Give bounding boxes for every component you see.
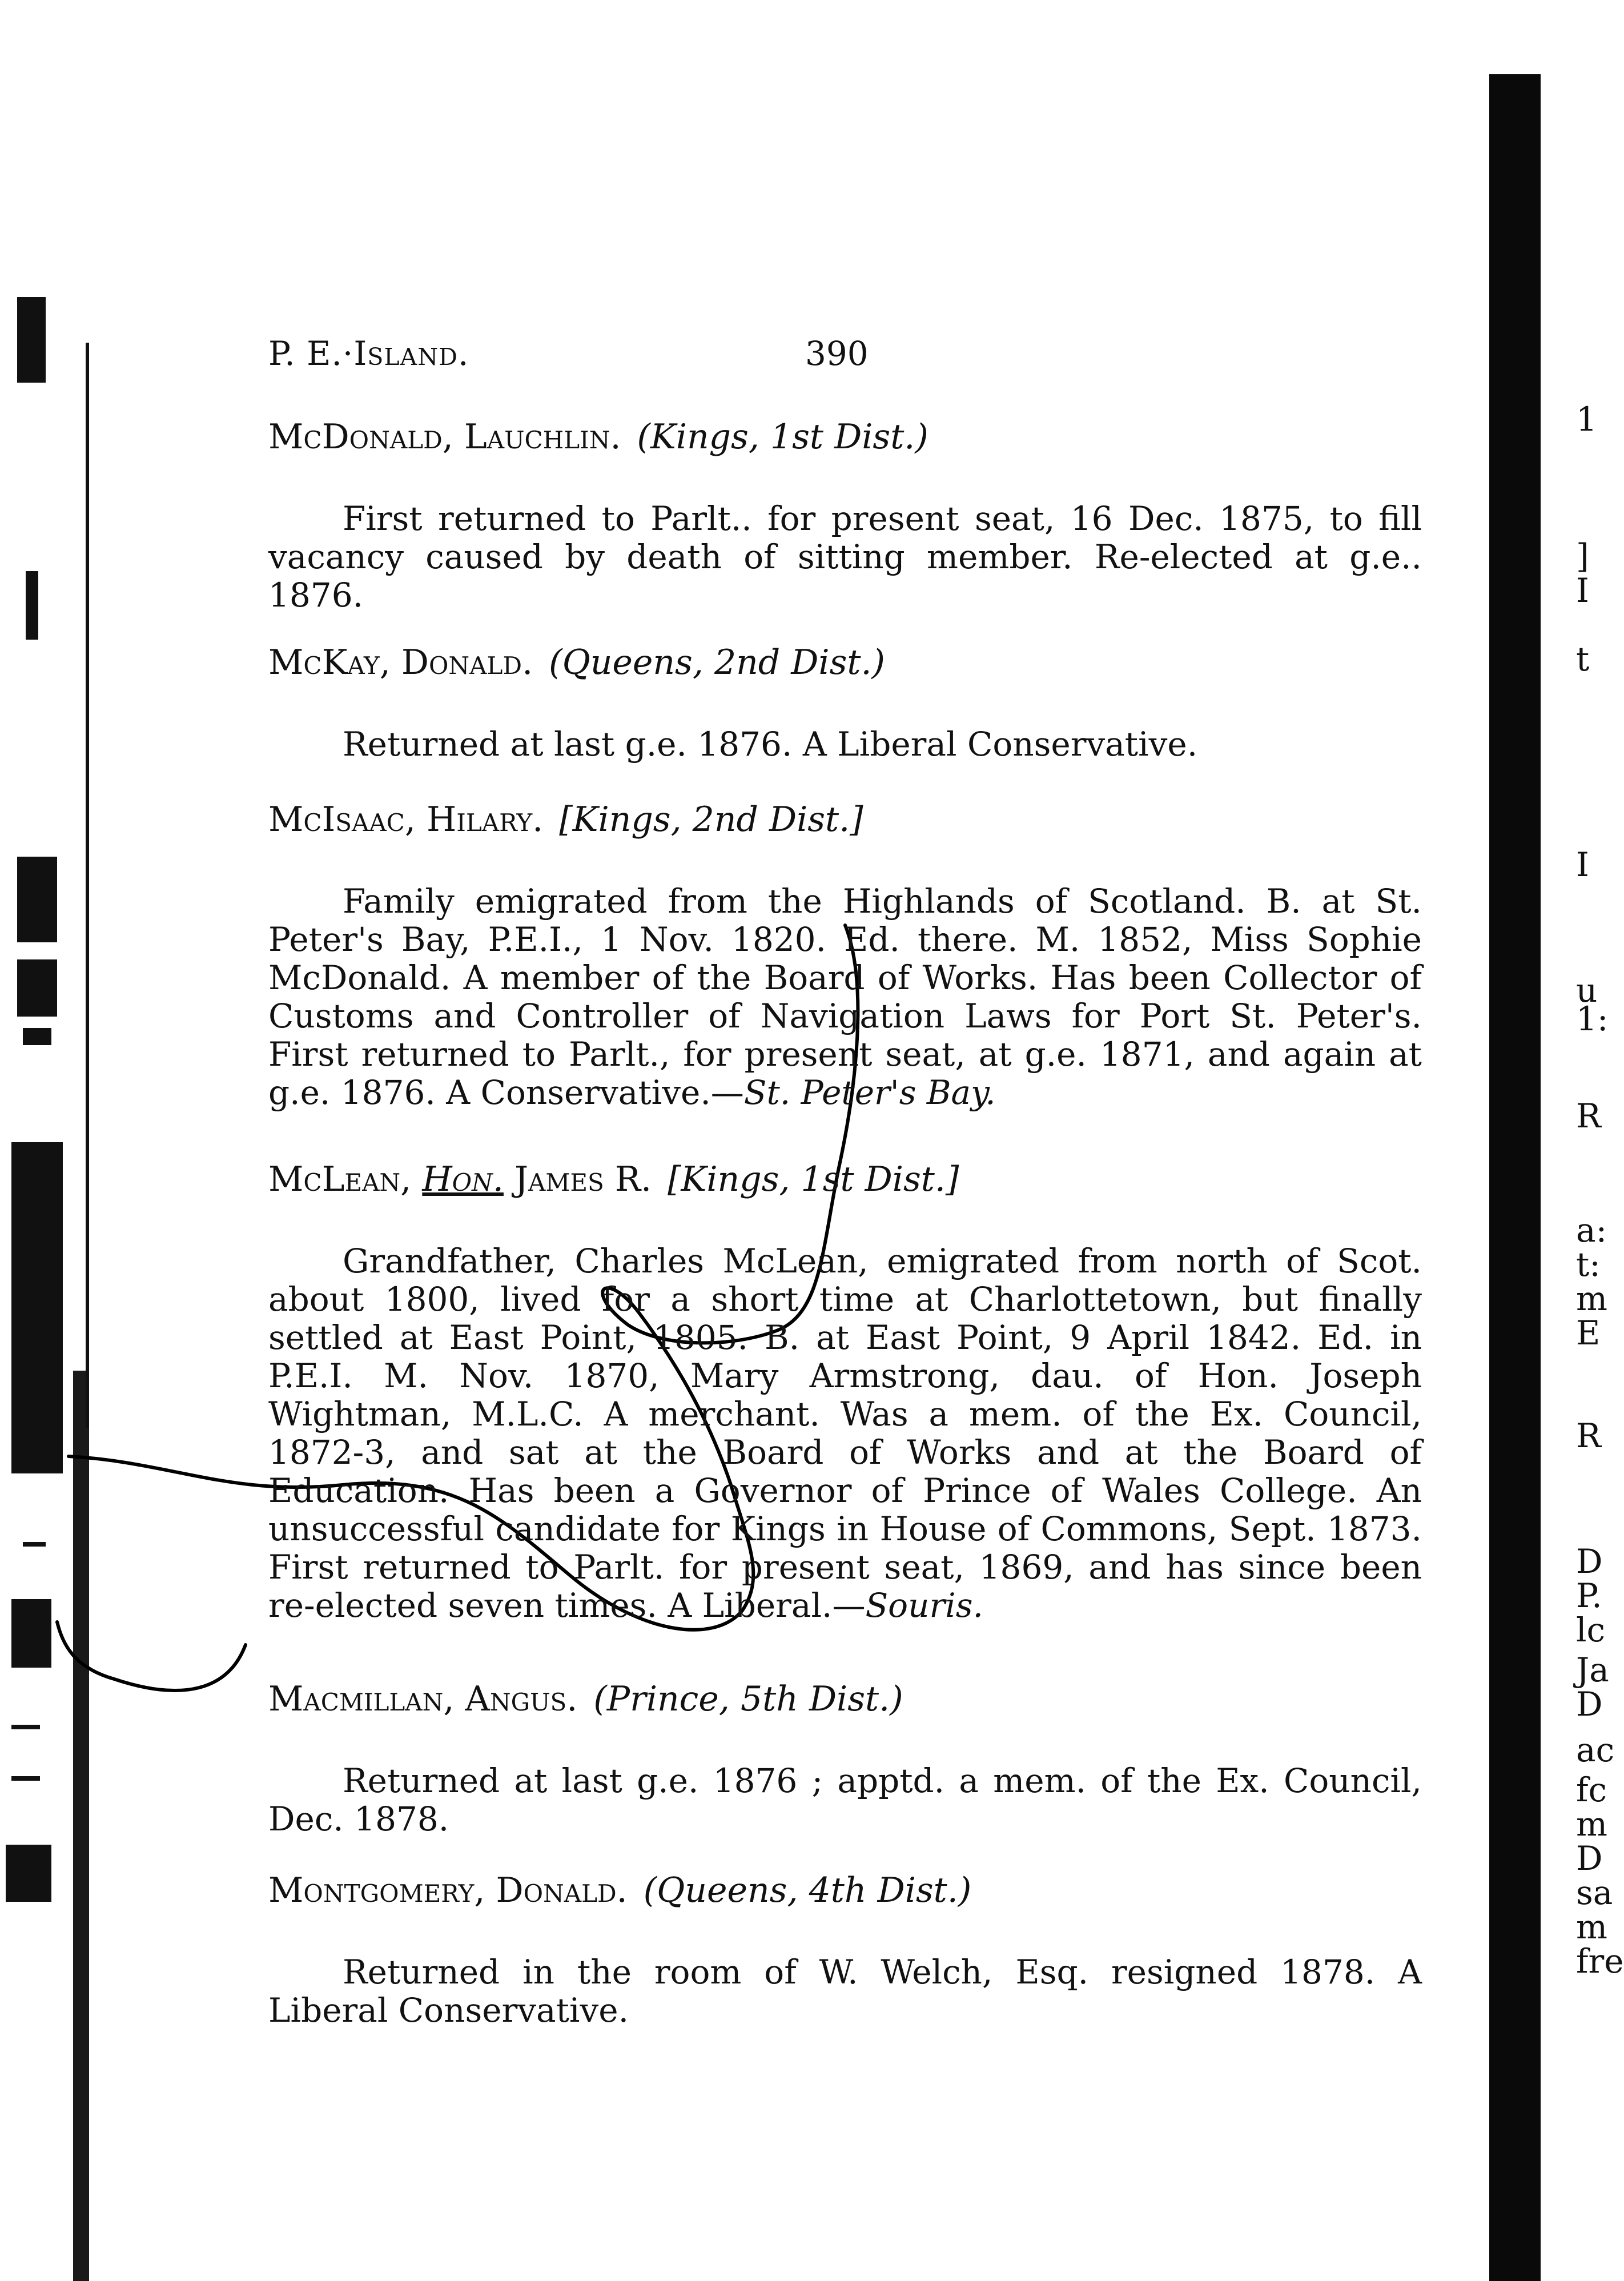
- entry-text: [268, 1242, 1422, 1625]
- adjacent-page-fragment: m: [1576, 1907, 1607, 1946]
- adjacent-page-fragment: sa: [1576, 1873, 1613, 1912]
- adjacent-page-fragment: R: [1576, 1097, 1601, 1135]
- constituency: (Queens, 4th Dist.): [643, 1870, 972, 1910]
- adjacent-page-fragment: D: [1576, 1542, 1603, 1581]
- adjacent-page-fragment: u: [1576, 971, 1598, 1010]
- residence: Souris.: [865, 1586, 983, 1625]
- adjacent-page-fragment: ]: [1576, 537, 1589, 576]
- entry-mcisaac: [268, 797, 1422, 1112]
- constituency: [Kings, 1st Dist.]: [668, 1159, 959, 1199]
- adjacent-page-fragment: m: [1576, 1805, 1607, 1844]
- member-name-post: James R.: [503, 1159, 652, 1199]
- adjacent-page-fragment: m: [1576, 1279, 1607, 1318]
- entry-text: Returned at last g.e. 1876 ; apptd. a mem. of the Ex. Council, Dec. 1878.: [268, 1761, 1422, 1838]
- adjacent-page-fragment: lc: [1576, 1611, 1606, 1649]
- running-head-region: P. E.·Island.: [268, 334, 469, 373]
- adjacent-page-fragment: I: [1576, 845, 1589, 884]
- entry-heading: [268, 1156, 1422, 1202]
- entry-montgomery: [268, 1868, 1422, 2030]
- left-gutter-shadow: [73, 1371, 89, 2281]
- entry-mckay: [268, 640, 1422, 764]
- entry-heading: [268, 1868, 1422, 1913]
- member-name: Montgomery, Donald.: [268, 1870, 628, 1910]
- adjacent-page-fragment: P.: [1576, 1576, 1602, 1615]
- constituency: (Prince, 5th Dist.): [593, 1679, 903, 1719]
- constituency: (Kings, 1st Dist.): [637, 417, 928, 457]
- entry-text-main: Family emigrated from the Highlands of Scotland. B. at St. Peter's Bay, P.E.I., 1 Nov. 1820. Ed. there. M. 1852, Miss Sophie McDonald. A member of the Board of Works. Has been Collector of Customs and Controller of Navigation Laws for Port St. Peter's. First returned to Parlt., for present seat, at g.e. 1871, and again at g.e. 1876. A Conservative.—: [268, 882, 1422, 1112]
- adjacent-page-fragments: [1576, 400, 1624, 1999]
- member-name: Macmillan, Angus.: [268, 1679, 578, 1719]
- member-name: McIsaac, Hilary.: [268, 800, 544, 840]
- entry-text: Returned in the room of W. Welch, Esq. resigned 1878. A Liberal Conservative.: [268, 1953, 1422, 2030]
- entry-text: Returned at last g.e. 1876. A Liberal Conservative.: [343, 725, 1198, 764]
- adjacent-page-fragment: ac: [1576, 1730, 1615, 1769]
- adjacent-page-fragment: D: [1576, 1839, 1603, 1878]
- adjacent-page-fragment: 1:: [1576, 999, 1609, 1038]
- entry-heading: [268, 414, 1422, 460]
- right-page-edge: [1489, 74, 1541, 2281]
- member-name: McDonald, Lauchlin.: [268, 417, 621, 457]
- residence: St. Peter's Bay.: [743, 1073, 996, 1112]
- running-head: [268, 334, 1433, 380]
- adjacent-page-fragment: Ja: [1576, 1650, 1609, 1689]
- entry-text: First returned to Parlt.. for present seat, 16 Dec. 1875, to fill vacancy caused by death of sitting member. Re-elected at g.e.. 1876.: [268, 499, 1422, 615]
- entry-heading: [268, 797, 1422, 842]
- member-name-pre: McLean,: [268, 1159, 423, 1199]
- adjacent-page-fragment: a:: [1576, 1211, 1607, 1250]
- entry-mclean: [268, 1156, 1422, 1625]
- adjacent-page-fragment: fc: [1576, 1770, 1607, 1809]
- adjacent-page-fragment: t: [1576, 640, 1590, 678]
- adjacent-page-fragment: D: [1576, 1685, 1603, 1724]
- member-name: [268, 1159, 652, 1199]
- member-name: McKay, Donald.: [268, 642, 533, 682]
- adjacent-page-fragment: R: [1576, 1416, 1601, 1455]
- entry-text: [268, 882, 1422, 1112]
- page-number: 390: [805, 334, 869, 373]
- entry-mcdonald: [268, 414, 1422, 615]
- entry-heading: [268, 640, 1422, 685]
- adjacent-page-fragment: t:: [1576, 1245, 1601, 1284]
- honorific: Hon.: [422, 1159, 504, 1199]
- constituency: [Kings, 2nd Dist.]: [559, 800, 863, 840]
- adjacent-page-fragment: I: [1576, 571, 1589, 610]
- constituency: (Queens, 2nd Dist.): [549, 642, 885, 682]
- entry-macmillan: [268, 1676, 1422, 1838]
- entry-heading: [268, 1676, 1422, 1722]
- adjacent-page-fragment: fre: [1576, 1942, 1624, 1981]
- entry-text-main: Grandfather, Charles McLean, emigrated from north of Scot. about 1800, lived for a short time at Charlottetown, but finally settled at East Point, 1805. B. at East Point, 9 April 1842. Ed. in P.E.I. M. Nov. 1870, Mary Armstrong, dau. of Hon. Joseph Wightman, M.L.C. A merchant. Was a mem. of the Ex. Council, 1872-3, and sat at the Board of Works and at the Board of Education. Has been a Governor of Prince of Wales College. An unsuccessful candidate for Kings in House of Commons, Sept. 1873. First returned to Parlt. for present seat, 1869, and has since been re-elected seven times. A Liberal.—: [268, 1242, 1422, 1625]
- adjacent-page-fragment: E: [1576, 1314, 1601, 1352]
- adjacent-page-fragment: 1: [1576, 400, 1597, 439]
